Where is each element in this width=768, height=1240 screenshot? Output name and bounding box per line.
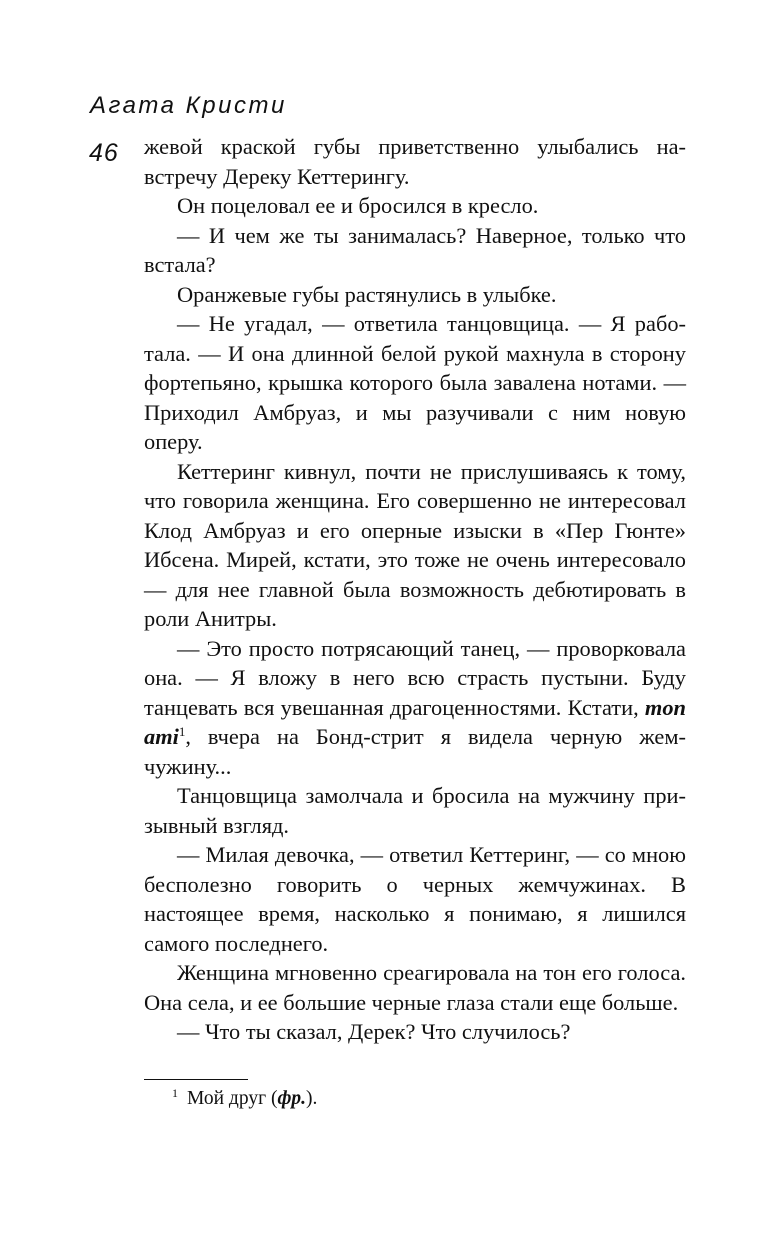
footnote-text: Мой друг (: [187, 1088, 278, 1109]
paragraph-8: Танцовщица замолчала и бросила на мужчину призывный взгляд.: [144, 783, 686, 838]
paragraph-11: — Что ты сказал, Дерек? Что случилось?: [177, 1019, 571, 1044]
paragraph-10: Женщина мгновенно среагировала на тон его голоса. Она села, и ее большие черные глаза стали еще больше.: [144, 960, 686, 1015]
footnote-reference[interactable]: 1: [178, 724, 186, 739]
paragraph-2: Он поцеловал ее и бросился в кресло.: [177, 193, 539, 218]
footnote: [172, 1086, 317, 1112]
running-head: Агата Кристи: [90, 92, 287, 119]
foreign-phrase: mon ami: [144, 694, 686, 749]
page-number: 46: [89, 139, 119, 167]
body-text: [144, 132, 686, 1047]
paragraph-6: Кеттеринг кивнул, почти не прислушиваясь к тому, что говорила женщина. Его совершенно не интересовал Клод Амбруаз и его оперные изыски в «Пер Гюнте» Ибсена. Мирей, кстати, это тоже не очень интересовало — для нее главной была возможность дебютировать в роли Анитры.: [144, 458, 686, 631]
paragraph-7-start: — Это просто потрясающий танец, — проворковала она. — Я вложу в него всю страсть пустыни. Буду танцевать вся увешанная драгоценностями. Кстати,: [144, 635, 686, 720]
paragraph-4: Оранжевые губы растянулись в улыбке.: [177, 281, 557, 307]
footnote-close: ).: [306, 1088, 318, 1109]
footnote-divider: [144, 1079, 248, 1080]
paragraph-5: — Не угадал, — ответила танцовщица. — Я работала. — И она длинной белой рукой махнула в сторону фортепьяно, крышка которого была завалена нотами. — Приходил Амбруаз, и мы разучивали с ним новую оперу.: [144, 311, 686, 454]
footnote-language: фр.: [277, 1088, 307, 1109]
paragraph-7: [144, 634, 686, 782]
footnote-mark: 1: [172, 1086, 178, 1100]
paragraph-7-end: , вчера на Бонд-стрит я видела черную жемчужину...: [144, 724, 686, 779]
paragraph-9: — Милая девочка, — ответил Кеттеринг, — со мною бесполезно говорить о черных жемчужинах. В настоящее время, насколько я понимаю, я лишился самого последнего.: [144, 842, 686, 956]
paragraph-3: — И чем же ты занималась? Наверное, только что встала?: [144, 222, 686, 277]
paragraph-1: жевой краской губы приветственно улыбались навстречу Дереку Кеттерингу.: [144, 134, 686, 189]
